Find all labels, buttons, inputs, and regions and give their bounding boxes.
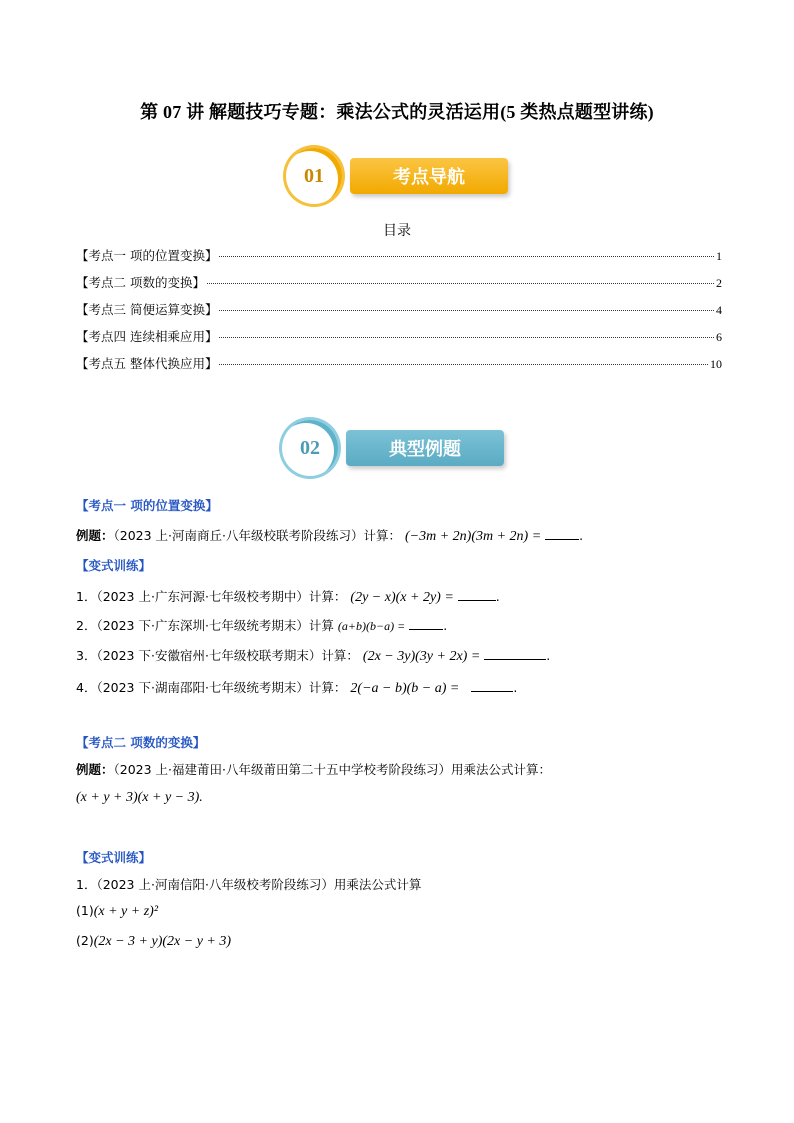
example-line: 例题：（2023 上·河南商丘·八年级校联考阶段练习）计算： (−3m + 2n)(3m + 2n) = . [76, 528, 584, 544]
math-expression: (−3m + 2n)(3m + 2n) = [404, 529, 542, 544]
section-badge-navigation [286, 148, 508, 204]
toc-item[interactable] [76, 300, 722, 327]
badge-label: 典型例题 [346, 430, 504, 466]
example-label: 例题： [76, 762, 114, 777]
toc-item[interactable] [76, 327, 722, 354]
sub-exercise-line [76, 903, 158, 920]
table-of-contents [76, 246, 722, 381]
toc-page-number: 4 [716, 303, 722, 317]
toc-page-number: 1 [716, 249, 722, 263]
section-heading: 【考点一 项的位置变换】 [76, 498, 218, 513]
sub-label: (1) [76, 903, 94, 918]
toc-item-label: 【考点三 简便运算变换】 [76, 302, 218, 317]
toc-leader [219, 364, 708, 365]
exercise-line: 4．（2023 下·湖南邵阳·七年级统考期末）计算： 2(−a − b)(b − a) = . [76, 680, 518, 696]
toc-page-number: 10 [710, 357, 722, 371]
math-expression: (x + y + 3)(x + y − 3). [76, 790, 203, 805]
sub-exercise-line [76, 933, 231, 950]
answer-blank[interactable] [471, 679, 513, 692]
math-expression: (a+b)(b−a) = [337, 619, 406, 633]
toc-leader [207, 283, 714, 284]
math-expression: (2y − x)(x + 2y) = [350, 590, 454, 605]
toc-leader [219, 337, 714, 338]
toc-page-number: 2 [716, 276, 722, 290]
exercise-line: 1．（2023 上·广东河源·七年级校考期中）计算： (2y − x)(x + 2y) = . [76, 589, 500, 605]
toc-leader [219, 256, 714, 257]
math-expression: (x + y + z)² [93, 904, 159, 919]
example-expression-line [76, 789, 203, 806]
example-source: （2023 上·福建莆田·八年级莆田第二十五中学校考阶段练习）用乘法公式计算： [113, 762, 551, 777]
example-line [76, 760, 551, 778]
training-heading: 【变式训练】 [76, 850, 152, 865]
toc-item-label: 【考点一 项的位置变换】 [76, 248, 218, 263]
page-title: 第 07 讲 解题技巧专题：乘法公式的灵活运用(5 类热点题型讲练) [140, 102, 654, 122]
answer-blank[interactable] [458, 588, 496, 601]
toc-item-label: 【考点五 整体代换应用】 [76, 356, 218, 371]
exercise-line: 1．（2023 上·河南信阳·八年级校考阶段练习）用乘法公式计算 [76, 877, 422, 892]
badge-label: 考点导航 [350, 158, 508, 194]
answer-blank[interactable] [484, 647, 546, 660]
section-badge-examples [282, 420, 504, 476]
toc-item[interactable] [76, 246, 722, 273]
exercise-line: 2．（2023 下·广东深圳·七年级统考期末）计算 (a+b)(b−a) = . [76, 618, 448, 633]
toc-item[interactable] [76, 273, 722, 300]
answer-blank[interactable] [545, 527, 579, 540]
section-heading: 【考点二 项数的变换】 [76, 735, 206, 750]
badge-number: 02 [282, 420, 338, 476]
toc-heading: 目录 [383, 223, 411, 239]
math-expression: (2x − 3y)(3y + 2x) = [362, 649, 481, 664]
math-expression: 2(−a − b)(b − a) = [350, 681, 460, 696]
math-expression: (2x − 3 + y)(2x − y + 3) [93, 934, 232, 949]
toc-item-label: 【考点二 项数的变换】 [76, 275, 205, 290]
toc-item-label: 【考点四 连续相乘应用】 [76, 329, 218, 344]
exercise-text: 4．（2023 下·湖南邵阳·七年级统考期末）计算： [76, 680, 347, 695]
exercise-text: 2．（2023 下·广东深圳·七年级统考期末）计算 [76, 618, 334, 633]
toc-item[interactable] [76, 354, 722, 381]
example-source: （2023 上·河南商丘·八年级校联考阶段练习）计算： [113, 528, 401, 543]
exercise-text: 3．（2023 下·安徽宿州·七年级校联考期末）计算： [76, 648, 359, 663]
exercise-line: 3．（2023 下·安徽宿州·七年级校联考期末）计算： (2x − 3y)(3y + 2x) = . [76, 648, 551, 664]
toc-leader [219, 310, 714, 311]
exercise-text: 1．（2023 上·广东河源·七年级校考期中）计算： [76, 589, 347, 604]
badge-number: 01 [286, 148, 342, 204]
sub-label: (2) [76, 933, 94, 948]
toc-page-number: 6 [716, 330, 722, 344]
answer-blank[interactable] [409, 617, 443, 630]
training-heading: 【变式训练】 [76, 558, 152, 573]
example-label: 例题： [76, 528, 114, 543]
